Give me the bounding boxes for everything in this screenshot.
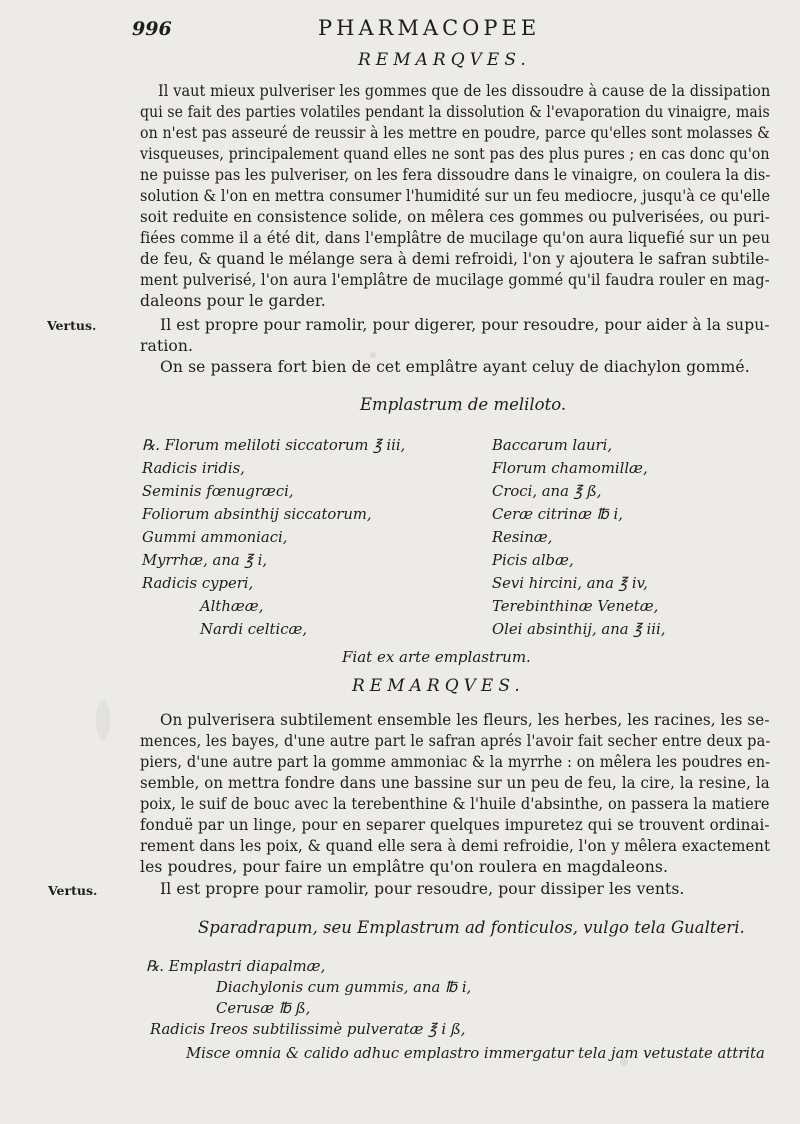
- paragraph-line: mences, les bayes, d'une autre part le safran aprés l'avoir fait secher entre deux pa-: [140, 732, 771, 750]
- ingredient-right: Picis albæ,: [492, 552, 574, 569]
- vertus-line: Il est propre pour ramolir, pour resoudre, pour dissiper les vents.: [160, 880, 685, 898]
- paragraph-line: piers, d'une autre part la gomme ammoniac & la myrrhe : on mêlera les poudres en-: [140, 753, 771, 771]
- recipe-title: Emplastrum de meliloto.: [360, 395, 567, 414]
- vertus-line: Il est propre pour ramolir, pour digerer, pour resoudre, pour aider à la supu-: [160, 316, 770, 334]
- paragraph-line: fiées comme il a été dit, dans l'emplâtre de mucilage qu'on aura liquefié sur un peu: [140, 229, 771, 247]
- paragraph-line: fonduë par un linge, pour en separer quelques impuretez qui se trouvent ordinai-: [140, 816, 770, 834]
- paragraph-line: visqueuses, principalement quand elles ne sont pas des plus pures ; en cas donc qu'on: [140, 145, 770, 163]
- ingredient-line: ℞. Emplastri diapalmæ,: [146, 958, 326, 975]
- ingredient-line: Cerusæ ℔ ß,: [216, 1000, 311, 1017]
- paragraph-line: les poudres, pour faire un emplâtre qu'on roulera en magdaleons.: [140, 858, 669, 876]
- ingredient-left: Gummi ammoniaci,: [142, 529, 288, 546]
- ingredient-right: Ceræ citrinæ ℔ i,: [492, 506, 623, 523]
- fiat-line: Fiat ex arte emplastrum.: [342, 648, 531, 666]
- paragraph-line: qui se fait des parties volatiles pendant la dissolution & l'evaporation du vinaigre, mais: [140, 103, 770, 121]
- ingredient-right: Terebinthinæ Venetæ,: [492, 598, 659, 615]
- ingredient-right: Sevi hircini, ana ℥ iv,: [492, 575, 648, 592]
- paragraph-line: de feu, & quand le mélange sera à demi refroidi, l'on y ajoutera le safran subtile-: [140, 250, 770, 268]
- ingredient-left: Seminis fœnugræci,: [142, 483, 294, 500]
- paragraph-line: poix, le suif de bouc avec la terebenthine & l'huile d'absinthe, on passera la matiere: [140, 795, 770, 813]
- ingredient-right: Olei absinthij, ana ℥ iii,: [492, 621, 666, 638]
- paragraph-line: semble, on mettra fondre dans une bassine sur un peu de feu, la cire, la resine, la: [140, 774, 770, 792]
- ingredient-right: Croci, ana ℥ ß,: [492, 483, 602, 500]
- paragraph-line: daleons pour le garder.: [140, 292, 326, 310]
- ingredient-line: Radicis Ireos subtilissimè pulveratæ ℥ i ß,: [150, 1021, 466, 1038]
- ingredient-left: ℞. Florum meliloti siccatorum ℥ iii,: [142, 437, 406, 454]
- ingredient-left: Foliorum absinthij siccatorum,: [142, 506, 372, 523]
- paragraph-line: solution & l'on en mettra consumer l'humidité sur un feu mediocre, jusqu'à ce qu'elle: [140, 187, 771, 205]
- ingredient-right: Resinæ,: [492, 529, 553, 546]
- closing-line: On se passera fort bien de cet emplâtre ayant celuy de diachylon gommé.: [160, 358, 750, 376]
- remarques-heading: REMARQVES.: [358, 50, 531, 70]
- remarques-heading: REMARQVES.: [352, 676, 525, 696]
- paragraph-line: On pulverisera subtilement ensemble les fleurs, les herbes, les racines, les se-: [160, 711, 770, 729]
- ingredient-left: Nardi celticæ,: [200, 621, 308, 638]
- page-number: 996: [132, 18, 172, 40]
- ingredient-left: Althææ,: [200, 598, 264, 615]
- vertus-margin-label: Vertus.: [48, 883, 98, 898]
- paragraph-line: soit reduite en consistence solide, on mêlera ces gommes ou pulverisées, ou puri-: [140, 208, 770, 226]
- ingredient-line: Misce omnia & calido adhuc emplastro immergatur tela jam vetustate attrita: [186, 1045, 765, 1062]
- paragraph-line: ne puisse pas les pulveriser, on les fera dissoudre dans le vinaigre, on coulera la dis-: [140, 166, 771, 184]
- recipe-title: Sparadrapum, seu Emplastrum ad fonticulos, vulgo tela Gualteri.: [198, 918, 745, 937]
- ingredient-left: Radicis cyperi,: [142, 575, 254, 592]
- running-title: PHARMACOPEE: [318, 16, 541, 40]
- vertus-margin-label: Vertus.: [47, 318, 97, 333]
- ingredient-left: Myrrhæ, ana ℥ i,: [142, 552, 268, 569]
- paragraph-line: Il vaut mieux pulveriser les gommes que de les dissoudre à cause de la dissipation: [158, 82, 771, 100]
- paragraph-line: ment pulverisé, l'on aura l'emplâtre de mucilage gommé qu'il faudra rouler en mag-: [140, 271, 770, 289]
- ingredient-line: Diachylonis cum gummis, ana ℔ i,: [216, 979, 472, 996]
- paragraph-line: on n'est pas asseuré de reussir à les mettre en poudre, parce qu'elles sont molasses &: [140, 124, 770, 142]
- vertus-line: ration.: [140, 337, 194, 355]
- print-smudge: [96, 700, 110, 740]
- ingredient-right: Baccarum lauri,: [492, 437, 613, 454]
- paragraph-line: rement dans les poix, & quand elle sera à demi refroidie, l'on y mêlera exactement: [140, 837, 770, 855]
- ingredient-left: Radicis iridis,: [142, 460, 245, 477]
- ingredient-right: Florum chamomillæ,: [492, 460, 648, 477]
